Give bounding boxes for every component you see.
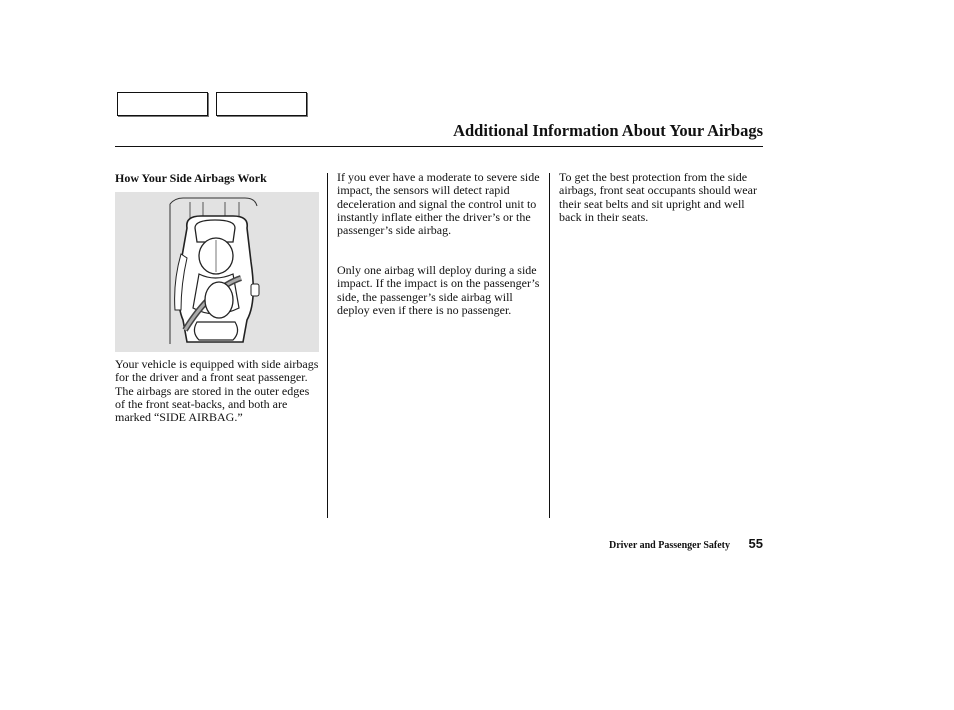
title-divider	[115, 146, 763, 147]
page-number: 55	[748, 536, 763, 551]
nav-button-index[interactable]	[216, 92, 307, 116]
side-airbag-illustration	[115, 192, 319, 352]
seat-occupant-icon	[115, 192, 319, 352]
col2-paragraph-1: If you ever have a moderate to severe side impact, the sensors will detect rapid deceleration and signal the control unit to instantly inflate either the driver’s or the passenger’s side airbag.	[337, 170, 540, 238]
col2-paragraph-2: Only one airbag will deploy during a side impact. If the impact is on the passenger’s side, the passenger’s side airbag will deploy even if there is no passenger.	[337, 263, 540, 317]
column-divider-1	[327, 173, 328, 518]
col3-paragraph: To get the best protection from the side airbags, front seat occupants should wear their seat belts and sit upright and well back in their seats.	[559, 170, 757, 224]
col1-paragraph: Your vehicle is equipped with side airbags for the driver and a front seat passenger. The airbags are stored in the outer edges of the front seat-backs, and both are marked “SIDE AIRBAG.”	[115, 357, 319, 425]
section-heading: How Your Side Airbags Work	[115, 171, 267, 185]
column-divider-2	[549, 173, 550, 518]
footer-section-name: Driver and Passenger Safety	[608, 540, 730, 551]
nav-button-main-menu[interactable]	[117, 92, 208, 116]
page-title: Additional Information About Your Airbags	[453, 121, 763, 140]
